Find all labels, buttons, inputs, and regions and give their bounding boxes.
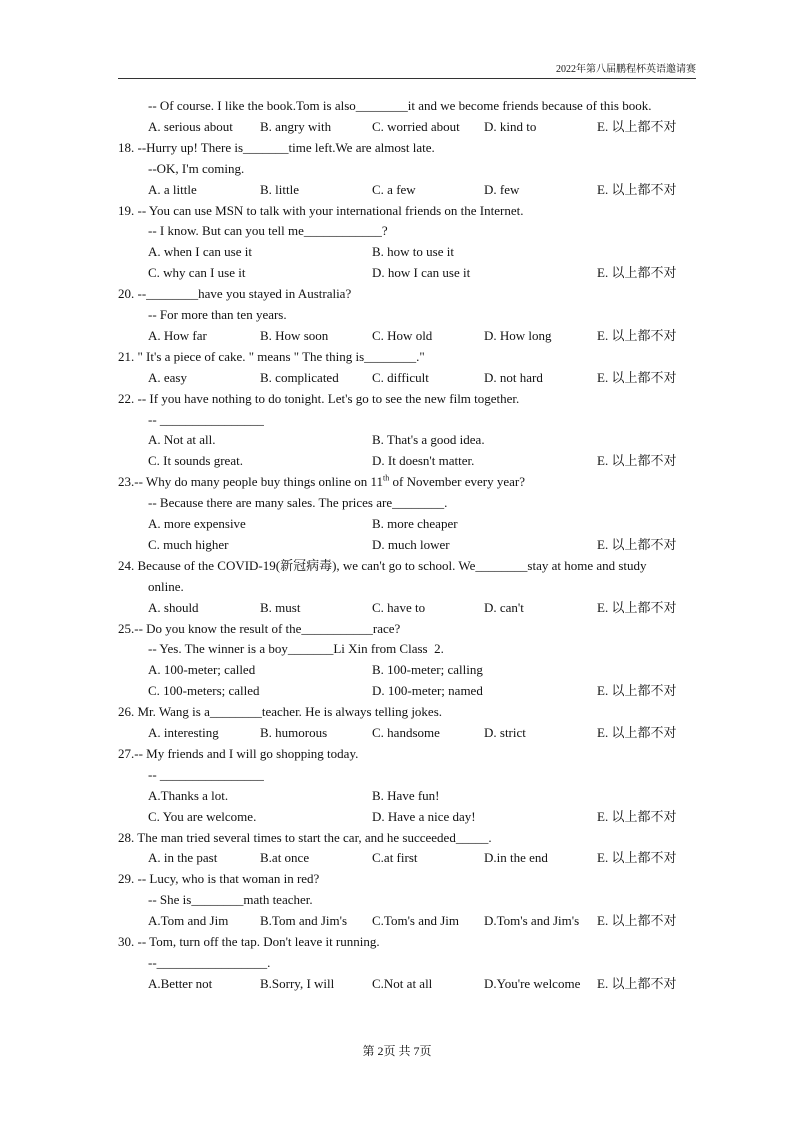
line-text: 23.-- Why do many people buy things online on 11 xyxy=(118,474,384,490)
answer-option: B. Have fun! xyxy=(372,787,440,803)
answer-option: C.at first xyxy=(372,850,418,866)
question-stem xyxy=(118,934,380,950)
answer-option: E. 以上都不对 xyxy=(597,265,677,281)
question-stem xyxy=(118,474,525,490)
answer-option: D.in the end xyxy=(484,850,548,866)
answer-option: D.Tom's and Jim's xyxy=(484,913,580,929)
line-text: -- Of course. I like the book.Tom is also________it and we become friends because of this book. xyxy=(148,98,652,113)
page-header: 2022年第八届鹏程杯英语邀请赛 xyxy=(556,64,696,75)
answer-option: E. 以上都不对 xyxy=(597,725,677,740)
line-text: -- For more than ten years. xyxy=(148,307,287,322)
question-stem xyxy=(118,621,400,637)
line-text: --OK, I'm coming. xyxy=(148,160,245,176)
line-text: online. xyxy=(148,578,184,594)
answer-option: A. serious about xyxy=(148,118,233,134)
answer-option: D. can't xyxy=(484,599,524,615)
line-text: 27.-- My friends and I will go shopping today. xyxy=(118,745,359,761)
answer-option: C. have to xyxy=(372,599,426,615)
answer-option: B. complicated xyxy=(260,369,339,385)
question-line xyxy=(148,161,244,177)
line-text: -- She is________math teacher. xyxy=(148,892,313,908)
question-line xyxy=(148,412,264,428)
line-text: 28. The man tried several times to start the car, and he succeeded_____. xyxy=(118,829,492,845)
answer-option: A. How far xyxy=(148,327,207,343)
answer-option: B. how to use it xyxy=(372,244,454,260)
answer-option: B. must xyxy=(260,599,301,615)
answer-option: A.Tom and Jim xyxy=(148,913,229,929)
answer-option: D. much lower xyxy=(372,536,450,552)
line-text: 29. -- Lucy, who is that woman in red? xyxy=(118,871,320,887)
answer-option: B. How soon xyxy=(260,327,329,343)
answer-option: C. How old xyxy=(372,327,433,343)
answer-option: C. You are welcome. xyxy=(148,808,257,824)
answer-option: A.Thanks a lot. xyxy=(148,787,229,803)
answer-option: E. 以上都不对 xyxy=(597,369,677,385)
question-line xyxy=(148,641,444,657)
question-line xyxy=(148,223,388,239)
question-stem xyxy=(118,286,351,302)
question-line xyxy=(148,579,184,595)
line-text: 18. --Hurry up! There is_______time left.We are almost late. xyxy=(118,139,435,155)
answer-option: A. should xyxy=(148,599,199,615)
page-footer: 第 2页 共 7页 xyxy=(362,1044,432,1058)
answer-option: B.Tom and Jim's xyxy=(260,913,348,929)
answer-option: C. It sounds great. xyxy=(148,453,243,469)
answer-option: E. 以上都不对 xyxy=(597,453,677,469)
answer-option: D.You're welcome xyxy=(484,975,581,991)
line-text: -- Yes. The winner is a boy_______Li Xin from Class 2. xyxy=(148,641,444,657)
line-text: -- ________________ xyxy=(148,766,264,782)
line-text: 19. -- You can use MSN to talk with your international friends on the Internet. xyxy=(118,202,524,218)
answer-option: C. why can I use it xyxy=(148,265,246,281)
answer-option: C. a few xyxy=(372,181,416,197)
question-line xyxy=(148,98,651,114)
question-stem xyxy=(118,203,523,219)
answer-option: E. 以上都不对 xyxy=(597,683,677,699)
header-rule xyxy=(118,78,696,79)
answer-option: A. easy xyxy=(148,369,187,385)
answer-option: B. That's a good idea. xyxy=(372,432,485,448)
question-stem xyxy=(118,704,442,720)
answer-option: D. 100-meter; named xyxy=(372,683,483,699)
question-stem xyxy=(118,830,492,846)
answer-option: D. How long xyxy=(484,327,552,343)
question-stem xyxy=(118,746,358,762)
answer-option: C. handsome xyxy=(372,725,440,740)
answer-option: E. 以上都不对 xyxy=(597,327,677,343)
answer-option: C.Not at all xyxy=(372,975,433,991)
question-line xyxy=(148,955,270,971)
answer-option: B. 100-meter; calling xyxy=(372,662,483,678)
question-line xyxy=(148,767,264,783)
line-text: 21. " It's a piece of cake. " means " The thing is________." xyxy=(118,348,425,364)
answer-option: B. more cheaper xyxy=(372,516,458,531)
question-stem xyxy=(118,391,519,407)
ordinal-suffix: th xyxy=(383,473,390,483)
answer-option: B.at once xyxy=(260,850,310,866)
line-text: 20. --________have you stayed in Australia? xyxy=(118,286,352,302)
answer-option: D. It doesn't matter. xyxy=(372,453,475,469)
answer-option: C.Tom's and Jim xyxy=(372,913,460,929)
answer-option: B. angry with xyxy=(260,118,332,134)
answer-option: E. 以上都不对 xyxy=(597,536,677,552)
line-text-continued: of November every year? xyxy=(389,474,525,490)
answer-option: A. a little xyxy=(148,181,197,197)
answer-option: C. 100-meters; called xyxy=(148,683,260,699)
answer-option: A. Not at all. xyxy=(148,432,216,448)
question-stem xyxy=(118,558,647,574)
answer-option: C. much higher xyxy=(148,536,229,552)
answer-option: B. little xyxy=(260,181,299,197)
question-line xyxy=(148,307,287,323)
answer-option: D. few xyxy=(484,181,520,197)
line-text: --_________________. xyxy=(148,954,271,970)
answer-option: A. when I can use it xyxy=(148,244,252,260)
answer-option: B.Sorry, I will xyxy=(260,975,335,991)
answer-option: B. humorous xyxy=(260,725,328,740)
line-text: -- I know. But can you tell me____________? xyxy=(148,223,388,239)
line-text: -- ________________ xyxy=(148,411,264,427)
line-text: -- Because there are many sales. The prices are________. xyxy=(148,495,448,511)
answer-option: E. 以上都不对 xyxy=(597,808,677,824)
answer-option: E. 以上都不对 xyxy=(597,913,677,929)
line-text: 25.-- Do you know the result of the___________race? xyxy=(118,620,401,636)
answer-option: D. how I can use it xyxy=(372,265,471,281)
line-text: 30. -- Tom, turn off the tap. Don't leave it running. xyxy=(118,934,380,949)
answer-option: E. 以上都不对 xyxy=(597,181,677,197)
answer-option: A. more expensive xyxy=(148,516,246,531)
answer-option: C. worried about xyxy=(372,118,460,134)
answer-option: D. strict xyxy=(484,725,526,740)
line-text: 22. -- If you have nothing to do tonight. Let's go to see the new film together. xyxy=(118,390,520,406)
answer-option: E. 以上都不对 xyxy=(597,599,677,615)
question-line xyxy=(148,892,313,908)
answer-option: E. 以上都不对 xyxy=(597,850,677,866)
answer-option: E. 以上都不对 xyxy=(597,975,677,991)
question-stem xyxy=(118,349,425,365)
answer-option: D. Have a nice day! xyxy=(372,808,476,824)
answer-option: C. difficult xyxy=(372,369,429,385)
answer-option: A. interesting xyxy=(148,725,219,740)
line-text: 26. Mr. Wang is a________teacher. He is always telling jokes. xyxy=(118,704,443,720)
answer-option: D. kind to xyxy=(484,118,537,134)
answer-option: E. 以上都不对 xyxy=(597,118,677,134)
question-line xyxy=(148,495,447,511)
question-stem xyxy=(118,140,435,156)
answer-option: A.Better not xyxy=(148,975,213,991)
line-text: 24. Because of the COVID-19(新冠病毒), we can't go to school. We________stay at home and study xyxy=(118,557,647,573)
answer-option: A. 100-meter; called xyxy=(148,662,256,678)
answer-option: D. not hard xyxy=(484,369,543,385)
answer-option: A. in the past xyxy=(148,850,218,866)
question-stem xyxy=(118,871,319,887)
